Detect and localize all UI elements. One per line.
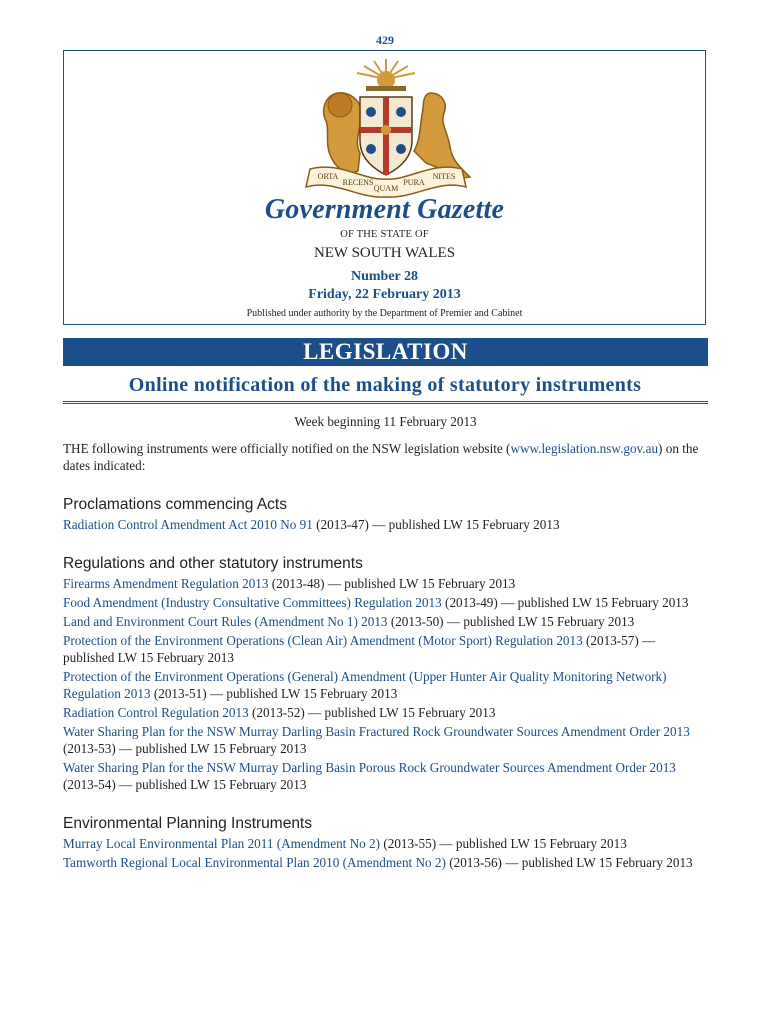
state-name: NEW SOUTH WALES [313, 245, 456, 261]
instrument-title-link[interactable]: Protection of the Environment Operations (General) Amendment (Upper Hunter Air Quality Monitoring Network) Regulation 2013 [63, 669, 667, 701]
instrument-detail: (2013-48) — published LW 15 February 2013 [268, 576, 516, 591]
section-heading: Regulations and other statutory instruments [63, 555, 363, 572]
instrument-item [63, 632, 708, 666]
instrument-item [63, 613, 708, 630]
instrument-title-link[interactable]: Murray Local Environmental Plan 2011 (Amendment No 2) [63, 836, 381, 851]
instrument-item [63, 704, 708, 721]
instrument-item [63, 759, 708, 793]
instrument-item [63, 668, 708, 702]
instrument-item [63, 835, 708, 852]
legislation-website-link[interactable]: www.legislation.nsw.gov.au [510, 441, 659, 456]
instrument-item [63, 594, 708, 611]
instrument-title-link[interactable]: Water Sharing Plan for the NSW Murray Darling Basin Fractured Rock Groundwater Sources Amendment Order 2013 [63, 724, 690, 739]
coat-of-arms-logo [280, 53, 492, 201]
instrument-detail: (2013-57) — published LW 15 February 2013 [63, 633, 656, 665]
instrument-item [63, 575, 708, 592]
instrument-title-link[interactable]: Land and Environment Court Rules (Amendment No 1) 2013 [63, 614, 388, 629]
intro-text: ) on the dates indicated: [63, 441, 699, 473]
divider-rule [63, 401, 708, 404]
motto-word: ORTA [317, 172, 339, 181]
motto-word: NITES [432, 172, 456, 181]
publication-authority: Published under authority by the Department of Premier and Cabinet [246, 308, 523, 319]
state-line: OF THE STATE OF [340, 229, 429, 240]
instrument-title-link[interactable]: Water Sharing Plan for the NSW Murray Darling Basin Porous Rock Groundwater Sources Amendment Order 2013 [63, 760, 676, 775]
intro-text: THE following instruments were officially notified on the NSW legislation website ( [63, 441, 511, 456]
instrument-detail: (2013-52) — published LW 15 February 2013 [248, 705, 496, 720]
instrument-title-link[interactable]: Tamworth Regional Local Environmental Plan 2010 (Amendment No 2) [63, 855, 446, 870]
section-heading: Proclamations commencing Acts [63, 496, 287, 513]
instrument-title-link[interactable]: Radiation Control Amendment Act 2010 No 91 [63, 517, 313, 532]
instrument-detail: (2013-50) — published LW 15 February 2013 [387, 614, 635, 629]
instrument-detail: (2013-54) — published LW 15 February 2013 [63, 777, 307, 792]
instrument-item [63, 723, 708, 757]
gazette-title: Government Gazette [264, 194, 505, 225]
issue-date: Friday, 22 February 2013 [308, 287, 461, 302]
instrument-detail: (2013-47) — published LW 15 February 2013 [312, 517, 560, 532]
instrument-detail: (2013-51) — published LW 15 February 2013 [150, 686, 398, 701]
instrument-title-link[interactable]: Food Amendment (Industry Consultative Committees) Regulation 2013 [63, 595, 442, 610]
section-heading: Environmental Planning Instruments [63, 815, 312, 832]
issue-number: Number 28 [350, 269, 419, 284]
motto-word: RECENS [342, 178, 374, 187]
instrument-detail: (2013-49) — published LW 15 February 2013 [441, 595, 689, 610]
instrument-title-link[interactable]: Radiation Control Regulation 2013 [63, 705, 249, 720]
page-number: 429 [376, 33, 394, 47]
gazette-masthead [63, 50, 706, 325]
legislation-banner: LEGISLATION [63, 338, 708, 366]
notice-content [63, 413, 708, 873]
week-line: Week beginning 11 February 2013 [294, 414, 477, 429]
instrument-detail: (2013-55) — published LW 15 February 2013 [380, 836, 627, 851]
instrument-title-link[interactable]: Firearms Amendment Regulation 2013 [63, 576, 269, 591]
intro-paragraph [63, 440, 708, 474]
motto-word: PURA [403, 178, 425, 187]
instrument-detail: (2013-53) — published LW 15 February 2013 [63, 741, 307, 756]
instrument-item [63, 854, 708, 871]
section-subtitle: Online notification of the making of statutory instruments [128, 374, 642, 396]
motto-word: QUAM [373, 184, 399, 193]
instrument-detail: (2013-56) — published LW 15 February 2013 [445, 855, 693, 870]
instrument-title-link[interactable]: Protection of the Environment Operations (Clean Air) Amendment (Motor Sport) Regulation 2013 [63, 633, 583, 648]
instrument-item [63, 516, 708, 533]
